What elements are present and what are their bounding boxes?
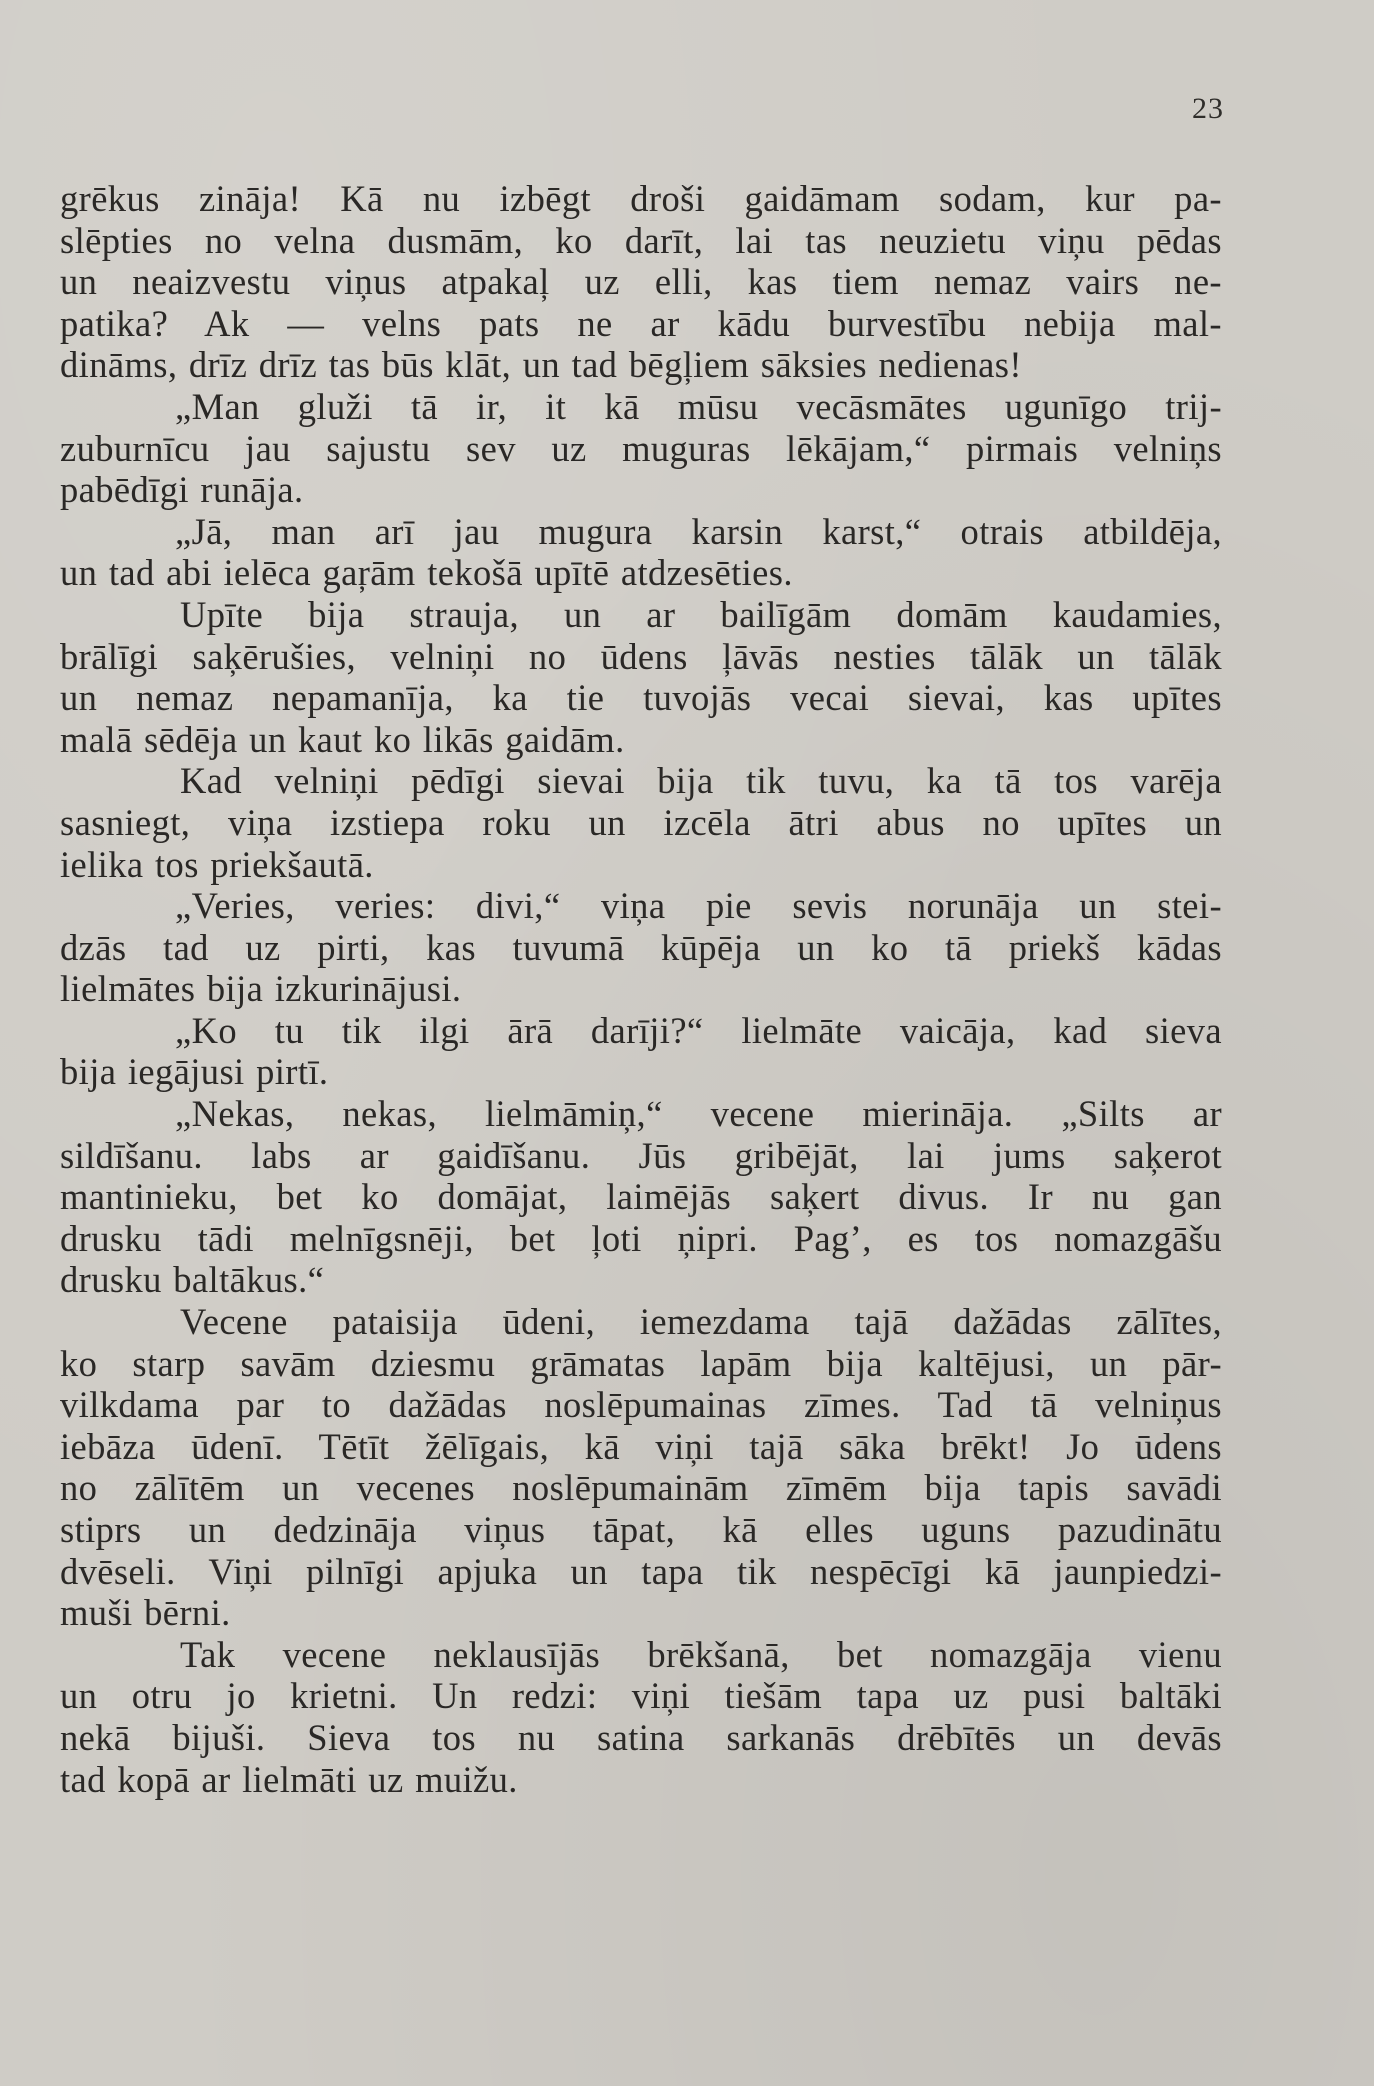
- paragraph: [60, 511, 1222, 594]
- paragraph: [60, 1634, 1222, 1800]
- paragraph: [60, 1093, 1222, 1301]
- text-line: dzās tad uz pirti, kas tuvumā kūpēja un ko tā priekš kādas: [60, 926, 1222, 968]
- text-line: un tad abi ielēca gaŗām tekošā upītē atdzesēties.: [60, 552, 793, 594]
- text-line: ielika tos priekšautā.: [60, 843, 374, 885]
- text-line: brālīgi saķērušies, velniņi no ūdens ļāvās nesties tālāk un tālāk: [60, 635, 1222, 677]
- text-line: no zālītēm un vecenes noslēpumainām zīmēm bija tapis savādi: [60, 1467, 1222, 1509]
- text-line: „Ko tu tik ilgi ārā darīji?“ lielmāte vaicāja, kad sieva: [175, 1009, 1222, 1051]
- page-number: 23: [1192, 92, 1224, 125]
- text-line: zuburnīcu jau sajustu sev uz muguras lēkājam,“ pirmais velniņs: [60, 427, 1222, 469]
- text-line: patika? Ak — velns pats ne ar kādu burvestību nebija mal-: [60, 302, 1222, 344]
- paragraph: [60, 1301, 1222, 1634]
- text-line: dvēseli. Viņi pilnīgi apjuka un tapa tik nespēcīgi kā jaunpiedzi-: [60, 1550, 1222, 1592]
- text-line: muši bērni.: [60, 1592, 231, 1634]
- text-line: pabēdīgi runāja.: [60, 469, 304, 511]
- body-text: [60, 178, 1222, 1800]
- paragraph: [60, 386, 1222, 511]
- text-line: slēpties no velna dusmām, ko darīt, lai tas neuzietu viņu pēdas: [60, 219, 1222, 261]
- text-line: grēkus zināja! Kā nu izbēgt droši gaidāmam sodam, kur pa-: [60, 178, 1222, 219]
- paragraph: [60, 1010, 1222, 1093]
- text-line: sasniegt, viņa izstiepa roku un izcēla ātri abus no upītes un: [60, 801, 1222, 843]
- text-line: iebāza ūdenī. Tētīt žēlīgais, kā viņi tajā sāka brēkt! Jo ūdens: [60, 1425, 1222, 1467]
- paragraph: [60, 178, 1222, 386]
- text-line: dināms, drīz drīz tas būs klāt, un tad bēgļiem sāksies nedienas!: [60, 344, 1022, 386]
- text-line: „Jā, man arī jau mugura karsin karst,“ otrais atbildēja,: [175, 510, 1222, 552]
- paragraph: [60, 594, 1222, 760]
- text-line: ko starp savām dziesmu grāmatas lapām bija kaltējusi, un pār-: [60, 1342, 1222, 1384]
- text-line: drusku tādi melnīgsnēji, bet ļoti ņipri. Pag’, es tos nomazgāšu: [60, 1217, 1222, 1259]
- paragraph: [60, 885, 1222, 1010]
- text-line: nekā bijuši. Sieva tos nu satina sarkanās drēbītēs un devās: [60, 1716, 1222, 1758]
- text-line: Kad velniņi pēdīgi sievai bija tik tuvu, ka tā tos varēja: [180, 760, 1222, 802]
- text-line: stiprs un dedzināja viņus tāpat, kā elles uguns pazudinātu: [60, 1509, 1222, 1550]
- text-line: bija iegājusi pirtī.: [60, 1051, 329, 1093]
- text-line: „Veries, veries: divi,“ viņa pie sevis norunāja un stei-: [175, 885, 1222, 927]
- text-line: mantinieku, bet ko domājat, laimējās saķert divus. Ir nu gan: [60, 1176, 1222, 1218]
- text-line: sildīšanu. labs ar gaidīšanu. Jūs gribējāt, lai jums saķerot: [60, 1134, 1222, 1176]
- text-line: tad kopā ar lielmāti uz muižu.: [60, 1758, 518, 1800]
- text-line: Upīte bija strauja, un ar bailīgām domām kaudamies,: [180, 593, 1222, 635]
- text-line: Tak vecene neklausījās brēkšanā, bet nomazgāja vienu: [180, 1633, 1222, 1675]
- text-line: Vecene pataisija ūdeni, iemezdama tajā dažādas zālītes,: [180, 1301, 1222, 1343]
- text-line: un otru jo krietni. Un redzi: viņi tiešām tapa uz pusi baltāki: [60, 1675, 1222, 1717]
- text-line: vilkdama par to dažādas noslēpumainas zīmes. Tad tā velniņus: [60, 1384, 1222, 1426]
- paragraph: [60, 760, 1222, 885]
- text-line: un nemaz nepamanīja, ka tie tuvojās vecai sievai, kas upītes: [60, 677, 1222, 719]
- text-line: „Man gluži tā ir, it kā mūsu vecāsmātes ugunīgo trij-: [175, 385, 1222, 427]
- text-line: „Nekas, nekas, lielmāmiņ,“ vecene mierināja. „Silts ar: [175, 1093, 1222, 1135]
- text-line: malā sēdēja un kaut ko likās gaidām.: [60, 718, 625, 760]
- text-line: lielmātes bija izkurinājusi.: [60, 968, 462, 1010]
- text-line: drusku baltākus.“: [60, 1259, 325, 1301]
- text-line: un neaizvestu viņus atpakaļ uz elli, kas tiem nemaz vairs ne-: [60, 261, 1222, 303]
